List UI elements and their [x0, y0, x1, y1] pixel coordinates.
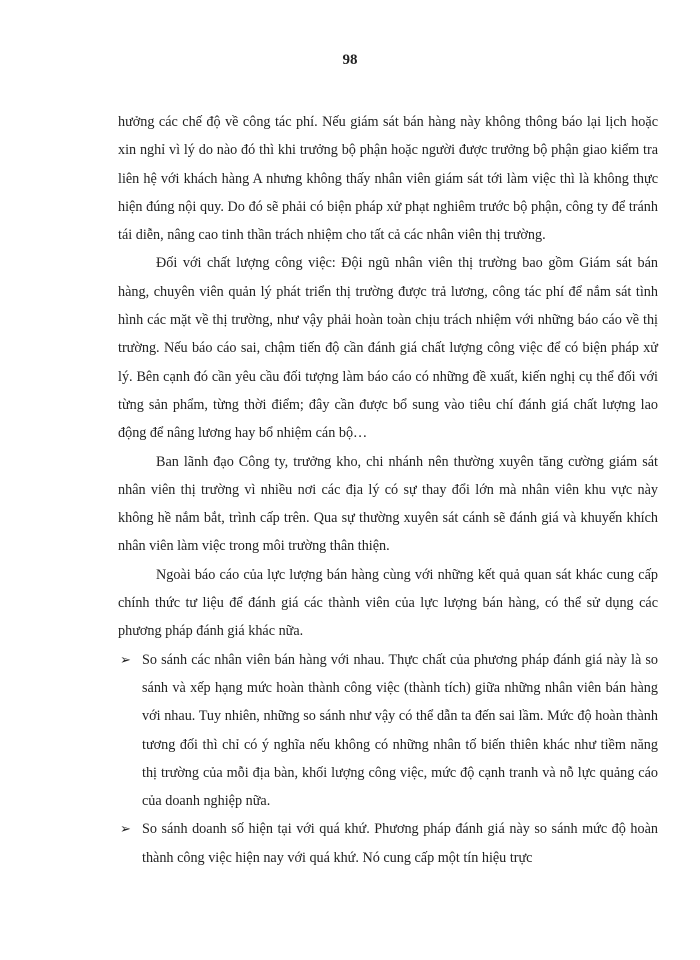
- paragraph-other-methods: Ngoài báo cáo của lực lượng bán hàng cùng với những kết quả quan sát khác cung cấp chính thức tư liệu để đánh giá các thành viên của lực lượng bán hàng, có thể sử dụng các phương pháp đánh giá khác nữa.: [118, 566, 658, 640]
- paragraph-management-supervision: Ban lãnh đạo Công ty, trưởng kho, chi nhánh nên thường xuyên tăng cường giám sát nhân viên thị trường vì nhiều nơi các địa lý có sự thay đổi lớn mà nhân viên khu vực này không hề nắm bắt, trình cấp trên. Qua sự thường xuyên sát cánh sẽ đánh giá và khuyến khích nhân viên làm việc trong môi trường thân thiện.: [118, 453, 658, 555]
- paragraph-continuation: hưởng các chế độ về công tác phí. Nếu giám sát bán hàng này không thông báo lại lịch hoặc xin nghỉ vì lý do nào đó thì khi trưởng bộ phận hoặc người được trưởng bộ phận giao kiểm tra liên hệ với khách hàng A nhưng không thấy nhân viên giám sát tới làm việc thì là không thực hiện đúng nội quy. Do đó sẽ phải có biện pháp xử phạt nghiêm trước bộ phận, công ty để tránh tái diễn, nâng cao tinh thần trách nhiệm cho tất cả các nhân viên thị trường.: [118, 114, 658, 244]
- list-item-text: So sánh doanh số hiện tại với quá khứ. Phương pháp đánh giá này so sánh mức độ hoàn thành công việc hiện nay với quá khứ. Nó cung cấp một tín hiệu trực: [142, 821, 658, 866]
- page-number: 98: [342, 52, 358, 68]
- document-body: [118, 108, 658, 872]
- list-item: [118, 646, 658, 816]
- arrow-bullet-icon: ➢: [120, 651, 131, 667]
- paragraph-work-quality: Đối với chất lượng công việc: Đội ngũ nhân viên thị trường bao gồm Giám sát bán hàng, chuyên viên quản lý phát triển thị trường được trả lương, công tác phí để nắm sát tình hình các mặt về thị trường, như vậy phải hoàn toàn chịu trách nhiệm với những báo cáo về thị trường. Nếu báo cáo sai, chậm tiến độ cần đánh giá chất lượng công việc để có biện pháp xử lý. Bên cạnh đó cần yêu cầu đối tượng làm báo cáo có những đề xuất, kiến nghị cụ thể đối với từng sản phẩm, từng thời điểm; đây cần được bổ sung vào tiêu chí đánh giá chất lượng lao động để nâng lương hay bổ nhiệm cán bộ…: [118, 255, 658, 442]
- evaluation-methods-list: [118, 646, 658, 872]
- list-item-text: So sánh các nhân viên bán hàng với nhau. Thực chất của phương pháp đánh giá này là so sánh và xếp hạng mức hoàn thành công việc (thành tích) giữa những nhân viên bán hàng với nhau. Tuy nhiên, những so sánh như vậy có thể dẫn ta đến sai lầm. Mức độ hoàn thành tương đối thì chỉ có ý nghĩa nếu không có những nhân tố biến thiên khác như tiềm năng thị trường của mỗi địa bàn, khối lượng công việc, mức độ cạnh tranh và nỗ lực quảng cáo của doanh nghiệp nữa.: [142, 651, 658, 810]
- list-item: [118, 815, 658, 872]
- arrow-bullet-icon: ➢: [120, 821, 131, 837]
